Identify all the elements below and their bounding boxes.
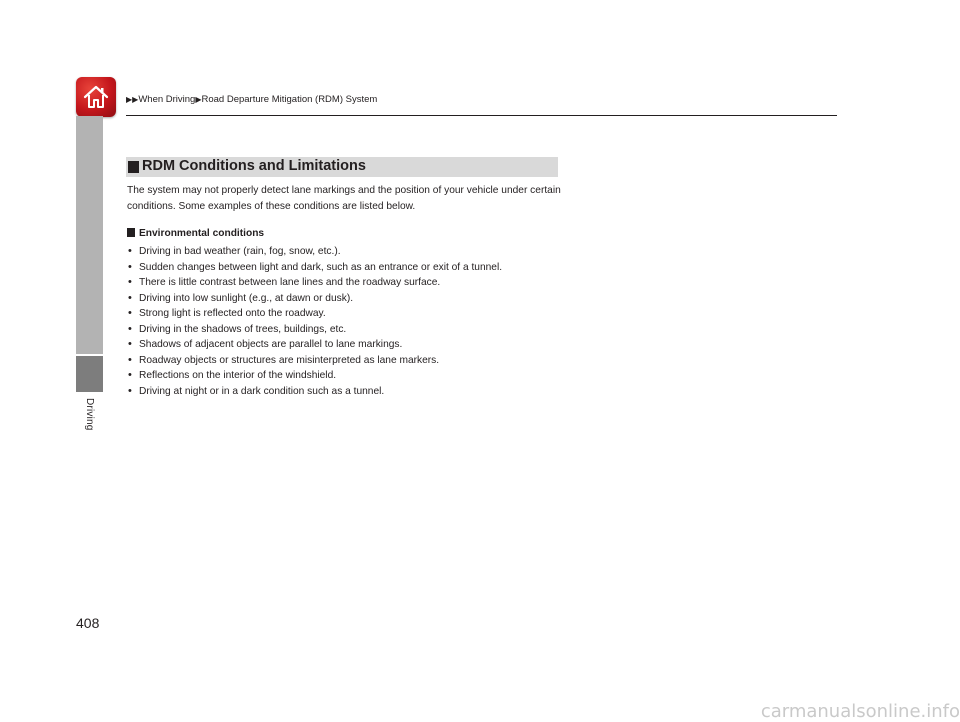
list-item: • Reflections on the interior of the windshield. xyxy=(127,368,502,384)
conditions-list xyxy=(127,244,502,399)
breadcrumb-arrow-icon: ▶▶ xyxy=(126,95,139,104)
list-item: • Strong light is reflected onto the roadway. xyxy=(127,306,502,322)
side-tab-strip xyxy=(76,116,103,354)
breadcrumb-arrow-icon: ▶ xyxy=(195,95,202,104)
home-icon xyxy=(81,82,111,112)
header-divider xyxy=(126,115,837,116)
side-tab-driving[interactable] xyxy=(76,356,103,392)
subsection-heading xyxy=(127,228,264,239)
list-item: • There is little contrast between lane lines and the roadway surface. xyxy=(127,275,502,291)
page-number: 408 xyxy=(76,615,100,631)
list-item: • Driving into low sunlight (e.g., at dawn or dusk). xyxy=(127,291,502,307)
breadcrumb-link-when-driving[interactable]: When Driving xyxy=(138,94,196,105)
section-header xyxy=(126,157,558,177)
side-tab-label: Driving xyxy=(84,398,95,431)
list-item: • Driving in the shadows of trees, buildings, etc. xyxy=(127,322,502,338)
subsection-title: Environmental conditions xyxy=(139,228,265,239)
section-square-icon xyxy=(128,161,139,173)
section-title: RDM Conditions and Limitations xyxy=(142,158,366,174)
list-item: • Sudden changes between light and dark, such as an entrance or exit of a tunnel. xyxy=(127,260,502,276)
breadcrumb xyxy=(126,94,377,105)
list-item: • Driving at night or in a dark condition such as a tunnel. xyxy=(127,384,502,400)
breadcrumb-current: Road Departure Mitigation (RDM) System xyxy=(201,94,378,105)
list-item: • Shadows of adjacent objects are parallel to lane markings. xyxy=(127,337,502,353)
intro-paragraph: The system may not properly detect lane markings and the position of your vehicle under certain conditions. Some examples of these conditions are listed below. xyxy=(127,185,561,212)
home-button[interactable] xyxy=(76,77,116,117)
subsection-square-icon xyxy=(127,228,135,237)
list-item: • Roadway objects or structures are misinterpreted as lane markers. xyxy=(127,353,502,369)
list-item: • Driving in bad weather (rain, fog, snow, etc.). xyxy=(127,244,502,260)
watermark: carmanualsonline.info xyxy=(760,701,960,722)
